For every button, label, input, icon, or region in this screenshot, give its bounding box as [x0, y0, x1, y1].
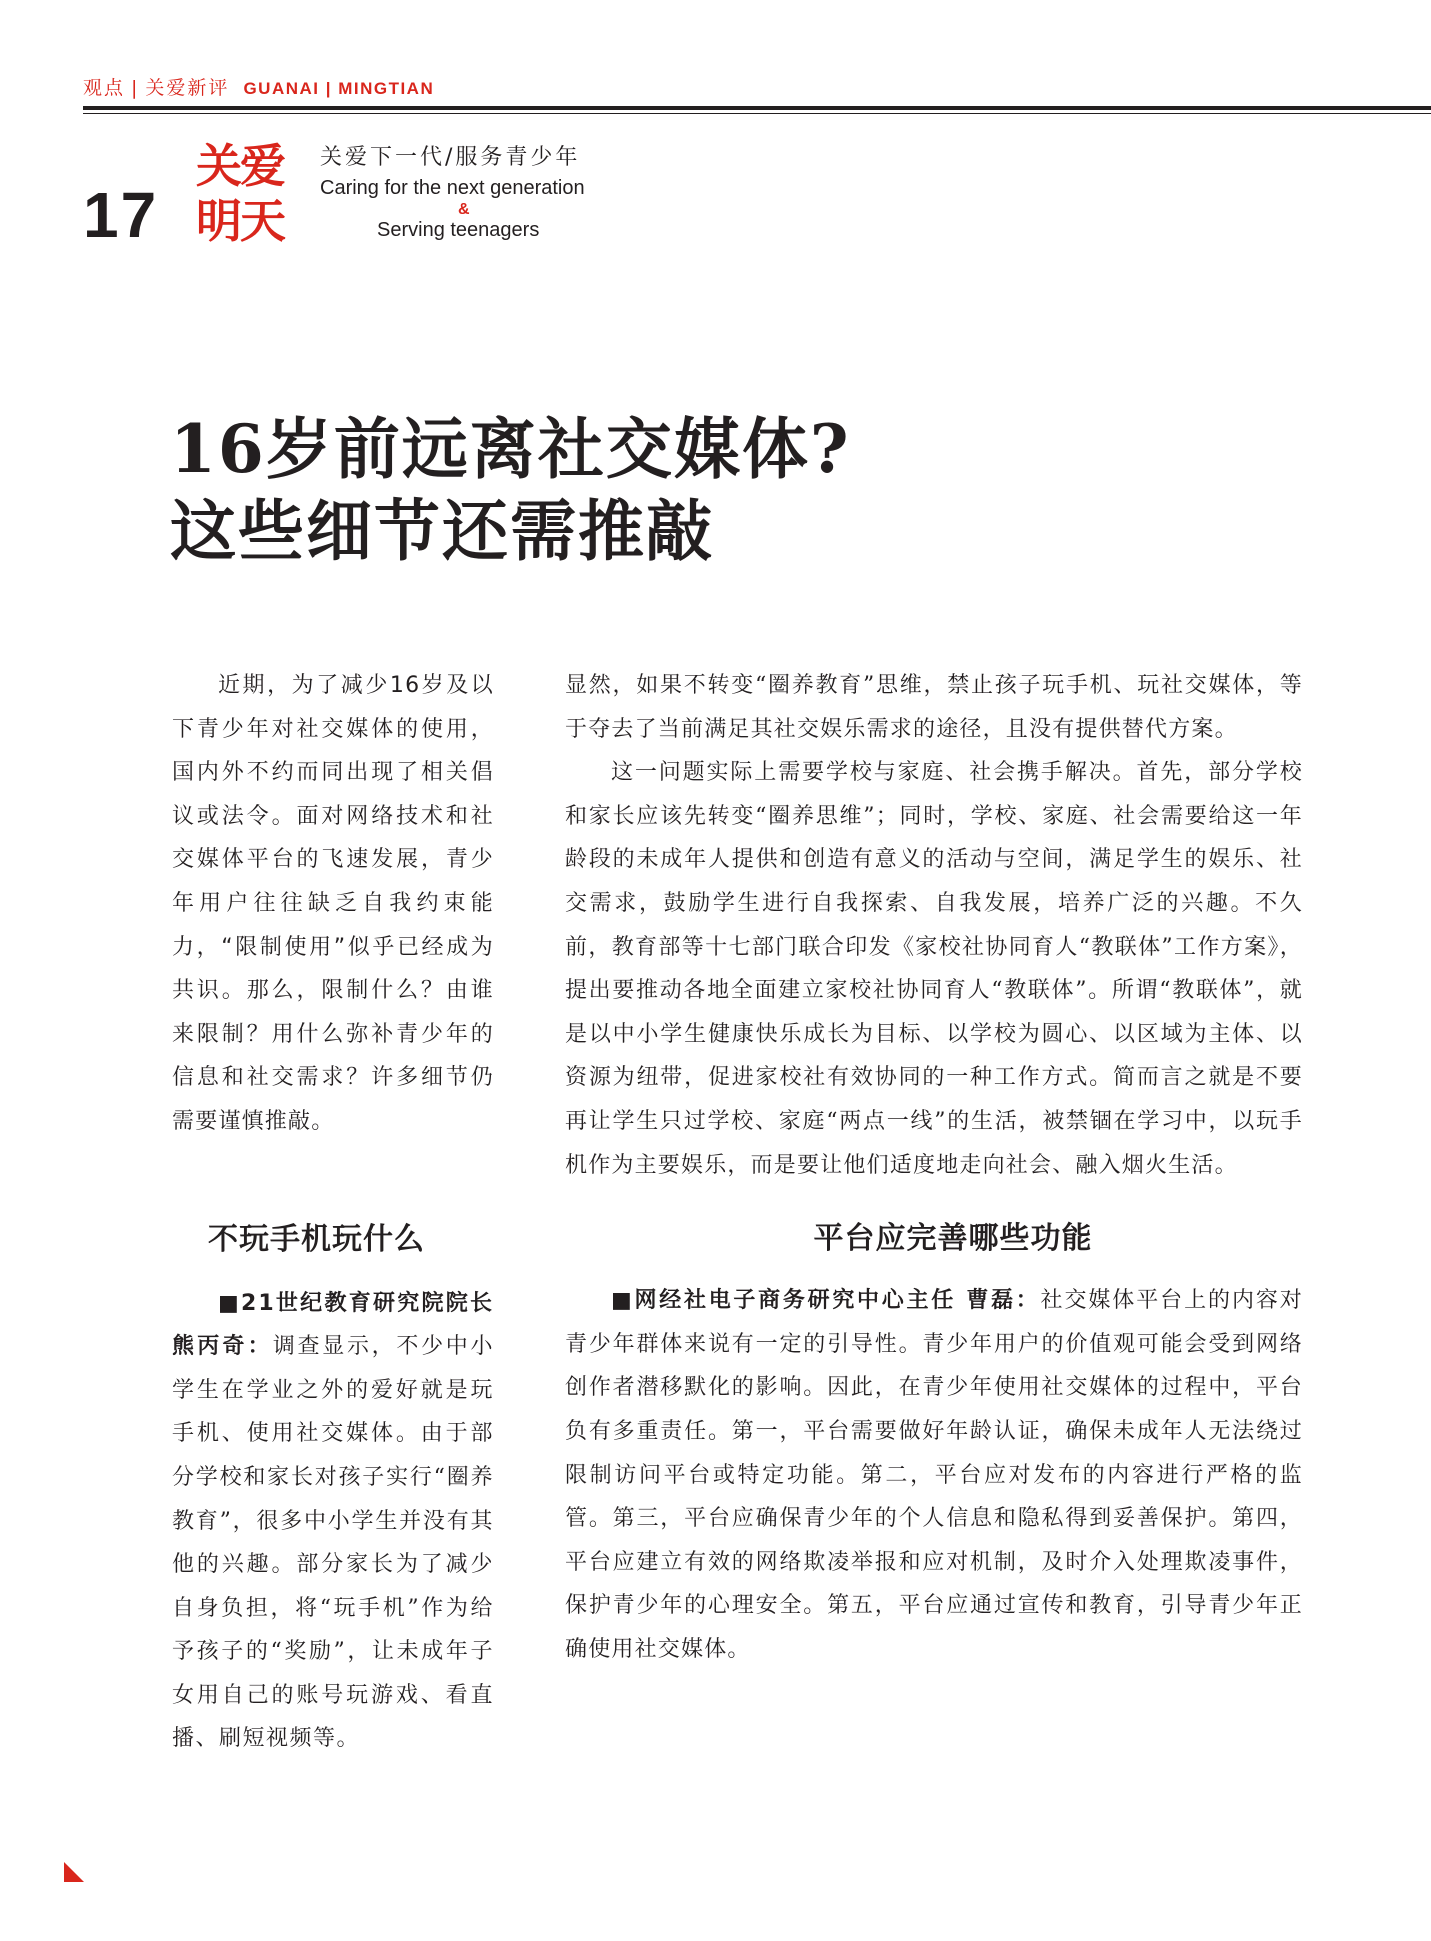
header-english: GUANAI | MINGTIAN	[243, 79, 435, 98]
tagline-ampersand: &	[458, 201, 470, 218]
intro-paragraph: 近期，为了减少16岁及以下青少年对社交媒体的使用，国内外不约而同出现了相关倡议或法令。面对网络技术和社交媒体平台的飞速发展，青少年用户往往缺乏自我约束能力，“限制使用”似乎已经成为共识。那么，限制什么？由谁来限制？用什么弥补青少年的信息和社交需求？许多细节仍需要谨慎推敲。	[172, 673, 494, 1134]
tagline-english-1: Caring for the next generation	[320, 177, 585, 199]
article-headline	[170, 408, 1270, 572]
section-1-text-left: 调查显示，不少中小学生在学业之外的爱好就是玩手机、使用社交媒体。由于部分学校和家长对孩子实行“圈养教育”，很多中小学生并没有其他的兴趣。部分家长为了减少自身负担，将“玩手机”作为给予孩子的“奖励”，让未成年子女用自己的账号玩游戏、看直播、刷短视频等。	[172, 1334, 494, 1752]
header-rule-thin	[83, 113, 1431, 114]
logo-line-2: 明天	[196, 194, 284, 248]
headline-line-2: 这些细节还需推敲	[170, 492, 714, 570]
section-1-continued: 显然，如果不转变“圈养教育”思维，禁止孩子玩手机、玩社交媒体，等于夺去了当前满足其社交娱乐需求的途径，且没有提供替代方案。	[565, 673, 1303, 742]
section-2-speaker: ■网经社电子商务研究中心主任 曹磊：	[611, 1288, 1041, 1314]
tagline	[320, 140, 620, 242]
section-2-title: 平台应完善哪些功能	[813, 1221, 1093, 1257]
page-number: 17	[83, 179, 159, 251]
section-2-text: 社交媒体平台上的内容对青少年群体来说有一定的引导性。青少年用户的价值观可能会受到网络创作者潜移默化的影响。因此，在青少年使用社交媒体的过程中，平台负有多重责任。第一，平台需要做好年龄认证，确保未成年人无法绕过限制访问平台或特定功能。第二，平台应对发布的内容进行严格的监管。第三，平台应确保青少年的个人信息和隐私得到妥善保护。第四，平台应建立有效的网络欺凌举报和应对机制，及时介入处理欺凌事件，保护青少年的心理安全。第五，平台应通过宣传和教育，引导青少年正确使用社交媒体。	[565, 1288, 1303, 1662]
header-separator: |	[131, 77, 140, 99]
logo-line-1: 关爱	[196, 139, 284, 193]
running-header	[83, 73, 434, 100]
corner-mark	[64, 1862, 84, 1882]
section-1-paragraph	[172, 1282, 494, 1762]
tagline-chinese: 关爱下一代/服务青少年	[320, 145, 581, 170]
column-label: 关爱新评	[145, 77, 230, 99]
section-1-speaker: ■21世纪教育研究院院长 熊丙奇：	[172, 1290, 494, 1360]
column-logo	[196, 139, 292, 249]
left-column	[172, 664, 494, 1761]
section-1-paragraph-2: 这一问题实际上需要学校与家庭、社会携手解决。首先，部分学校和家长应该先转变“圈养思维”；同时，学校、家庭、社会需要给这一年龄段的未成年人提供和创造有意义的活动与空间，满足学生的娱乐、社交需求，鼓励学生进行自我探索、自我发展，培养广泛的兴趣。不久前，教育部等十七部门联合印发《家校社协同育人“教联体”工作方案》，提出要推动各地全面建立家校社协同育人“教联体”。所谓“教联体”，就是以中小学生健康快乐成长为目标、以学校为圆心、以区域为主体、以资源为纽带，促进家校社有效协同的一种工作方式。简而言之就是不要再让学生只过学校、家庭“两点一线”的生活，被禁锢在学习中，以玩手机作为主要娱乐，而是要让他们适度地走向社会、融入烟火生活。	[565, 760, 1303, 1178]
section-2-paragraph	[565, 1279, 1303, 1671]
right-column	[565, 664, 1303, 1671]
section-1-title: 不玩手机玩什么	[208, 1221, 425, 1257]
section-label: 观点	[83, 77, 126, 99]
headline-line-1: 16岁前远离社交媒体?	[170, 410, 851, 488]
header-rule	[83, 106, 1431, 110]
tagline-english-2: Serving teenagers	[377, 219, 540, 241]
